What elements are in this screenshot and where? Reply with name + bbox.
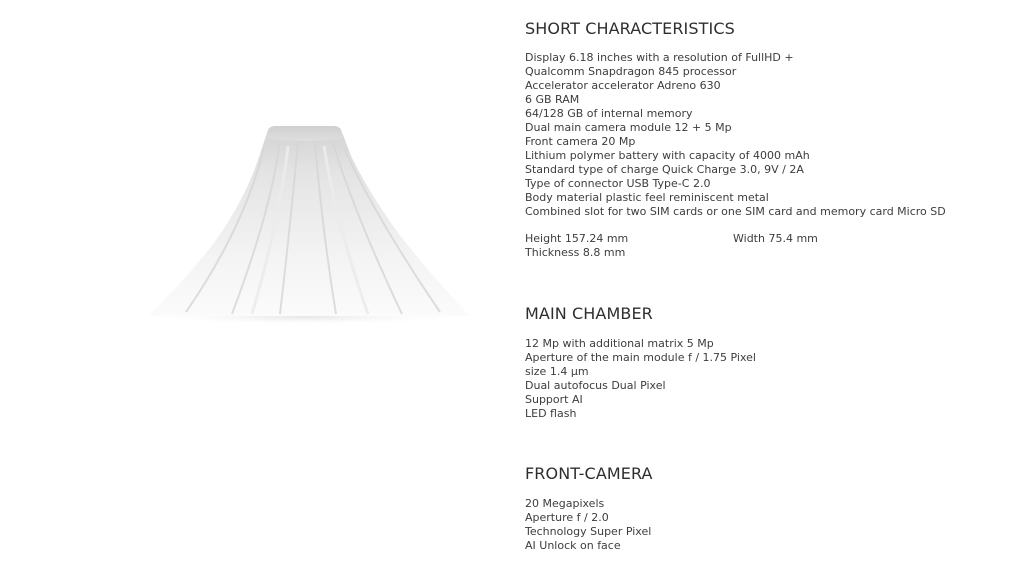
spec-item: 12 Mp with additional matrix 5 Mp bbox=[525, 337, 714, 350]
spec-item: size 1.4 μm bbox=[525, 365, 589, 378]
spec-item: LED flash bbox=[525, 407, 577, 420]
main-chamber-section bbox=[525, 304, 1005, 421]
dimension-thickness: Thickness 8.8 mm bbox=[525, 246, 626, 259]
spec-item: Lithium polymer battery with capacity of 4000 mAh bbox=[525, 149, 810, 162]
spec-item: Dual main camera module 12 + 5 Mp bbox=[525, 121, 732, 134]
spec-item: Combined slot for two SIM cards or one SIM card and memory card Micro SD bbox=[525, 205, 946, 218]
spec-item: 64/128 GB of internal memory bbox=[525, 107, 693, 120]
spec-item: 6 GB RAM bbox=[525, 93, 580, 106]
short-characteristics-section bbox=[525, 19, 1005, 260]
spec-list bbox=[525, 337, 1005, 421]
spec-item: Display 6.18 inches with a resolution of FullHD + bbox=[525, 51, 794, 64]
spec-list bbox=[525, 497, 1005, 553]
spec-item: Qualcomm Snapdragon 845 processor bbox=[525, 65, 737, 78]
spec-item: Standard type of charge Quick Charge 3.0, 9V / 2A bbox=[525, 163, 804, 176]
section-title: SHORT CHARACTERISTICS bbox=[525, 19, 735, 38]
dimension-width: Width 75.4 mm bbox=[733, 232, 818, 245]
spec-item: Accelerator accelerator Adreno 630 bbox=[525, 79, 721, 92]
spec-item: Type of connector USB Type-C 2.0 bbox=[525, 177, 711, 190]
spec-item: Aperture f / 2.0 bbox=[525, 511, 609, 524]
section-title: FRONT-CAMERA bbox=[525, 464, 653, 483]
section-title: MAIN CHAMBER bbox=[525, 304, 653, 323]
dimensions-block bbox=[525, 232, 1005, 260]
front-camera-section bbox=[525, 464, 1005, 553]
spec-item: AI Unlock on face bbox=[525, 539, 621, 552]
spec-item: Technology Super Pixel bbox=[525, 525, 652, 538]
spec-item: Support AI bbox=[525, 393, 583, 406]
spec-item: Front camera 20 Mp bbox=[525, 135, 636, 148]
covered-product-image bbox=[140, 118, 475, 328]
spec-item: 20 Megapixels bbox=[525, 497, 605, 510]
spec-item: Aperture of the main module f / 1.75 Pixel bbox=[525, 351, 756, 364]
dimension-height: Height 157.24 mm bbox=[525, 232, 629, 245]
spec-list bbox=[525, 51, 1005, 219]
spec-item: Body material plastic feel reminiscent metal bbox=[525, 191, 769, 204]
spec-item: Dual autofocus Dual Pixel bbox=[525, 379, 666, 392]
